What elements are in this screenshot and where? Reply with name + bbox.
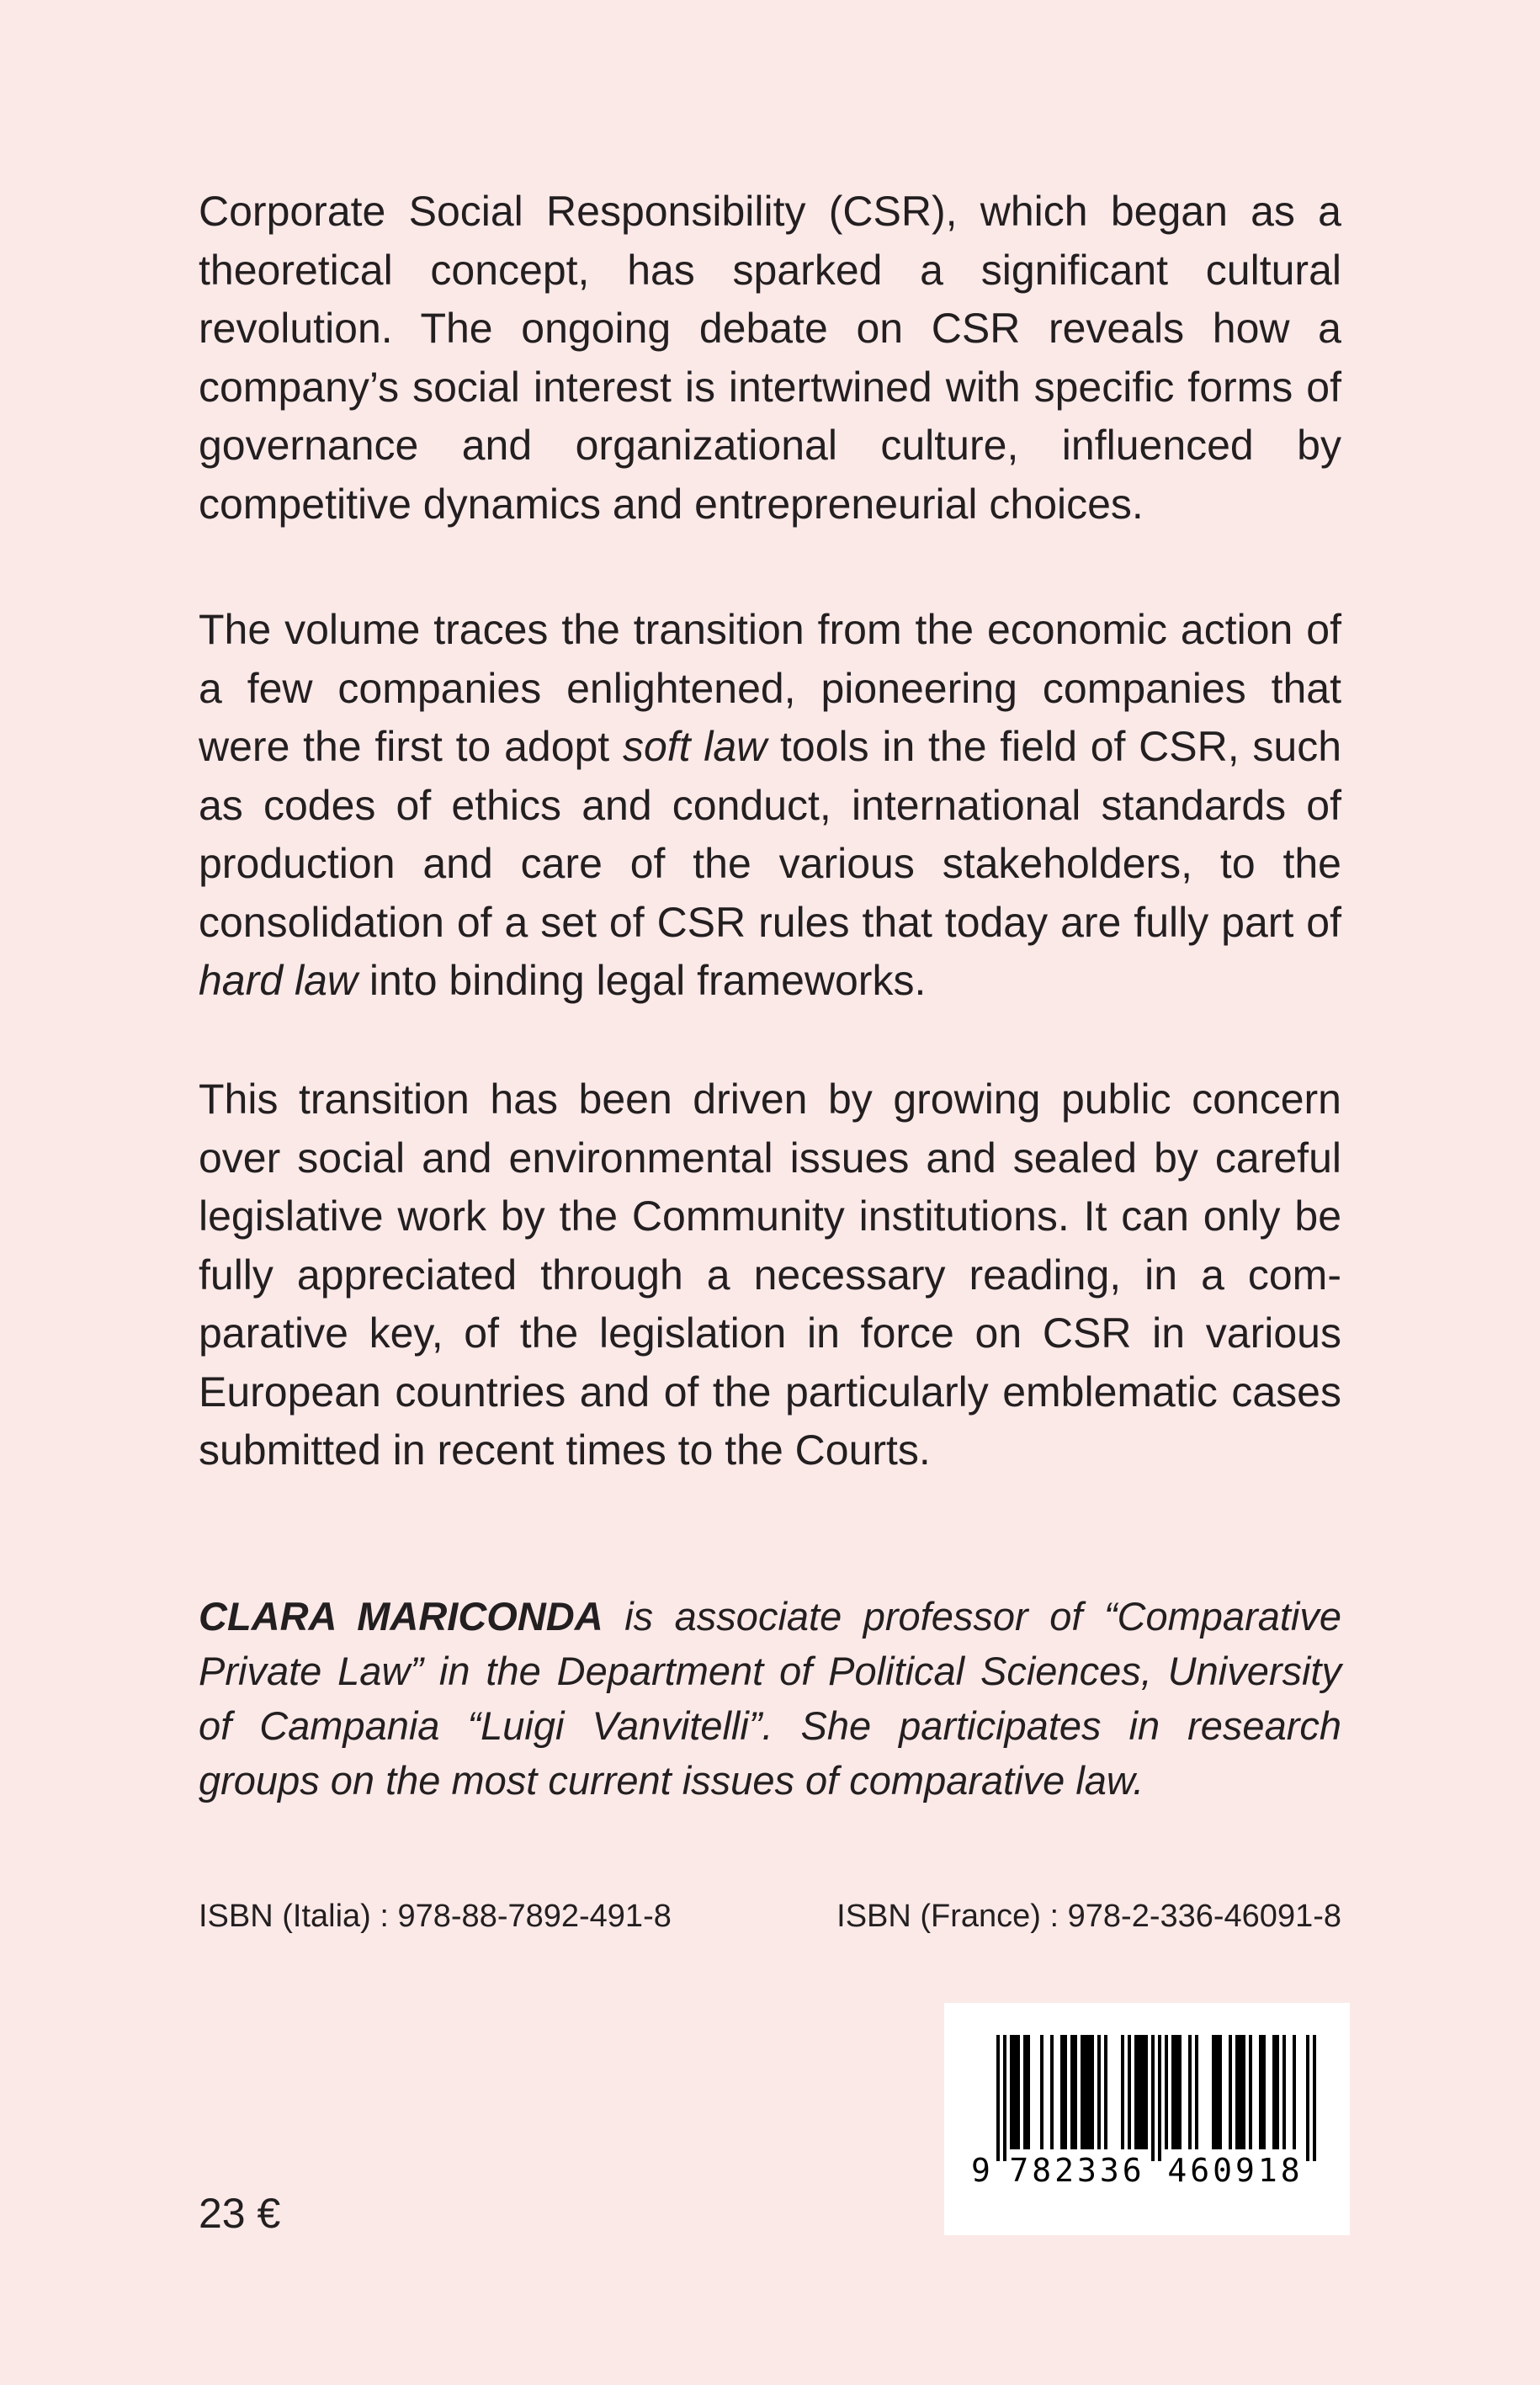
barcode-bar [1040, 2035, 1043, 2149]
barcode-bar [1282, 2035, 1286, 2149]
barcode-bar [996, 2035, 1000, 2161]
barcode-bar [1212, 2035, 1215, 2149]
barcode-bar [1219, 2035, 1222, 2149]
barcode-digits-left: 782336 [1009, 2152, 1145, 2189]
description-paragraph-1: Corporate Social Responsibility (CSR), which began as a theoretical concept, has sparked a significant cultural revolution. The ongoing debate on CSR reveals how a company’s social interest is intertwined with specific forms of governance and organizational culture, influenced by competitive dynamics and entrepreneurial choices. [199, 188, 1341, 528]
barcode-bar [1010, 2035, 1013, 2149]
barcode-graphic [944, 2003, 1350, 2235]
barcode-bar [1128, 2035, 1131, 2149]
barcode-bar [1175, 2035, 1178, 2149]
price: 23 € [199, 2190, 281, 2237]
barcode-bar [1259, 2035, 1262, 2149]
author-bio [199, 1589, 1341, 1808]
barcode-bar [1121, 2035, 1124, 2149]
paragraph-2-text-a: The volume traces the transition from the economic action of a few companies enlightened, pioneering companies that were the first to adopt [199, 606, 1341, 770]
barcode-bar [1003, 2035, 1006, 2161]
barcode-bar [1023, 2035, 1027, 2149]
barcode-bar [1158, 2035, 1161, 2161]
barcode-bar [1229, 2035, 1232, 2149]
barcode-bar [1306, 2035, 1309, 2161]
barcode-bar [1272, 2035, 1276, 2149]
barcode-bar [1144, 2035, 1148, 2149]
barcode-bar [1235, 2035, 1239, 2149]
barcode-bar [1262, 2035, 1266, 2149]
barcode-bar [1050, 2035, 1054, 2149]
barcode-bar [1084, 2035, 1087, 2149]
barcode-digits-right: 460918 [1167, 2152, 1304, 2189]
barcode-bar [1070, 2035, 1074, 2149]
isbn-italy: ISBN (Italia) : 978-88-7892-491-8 [199, 1899, 672, 1934]
barcode-bar [1188, 2035, 1192, 2149]
paragraph-2-text-c: into binding legal frameworks. [358, 957, 927, 1004]
soft-law-term: soft law [622, 723, 767, 770]
barcode-bar [1104, 2035, 1107, 2149]
barcode-bar [1091, 2035, 1094, 2149]
description-paragraph-2 [199, 601, 1341, 1011]
barcode-bar [1087, 2035, 1091, 2149]
barcode-bar [1013, 2035, 1017, 2149]
barcode-bar [1239, 2035, 1242, 2149]
barcode-bar [1178, 2035, 1182, 2149]
paragraph-2-text-b: tools in the field of CSR, such as codes of ethics and conduct, international standards of production and care of the various stakeholders, to the consolidation of a set of CSR rules that today are fully part of [199, 723, 1341, 946]
barcode-bar [1215, 2035, 1219, 2149]
barcode-bar [1060, 2035, 1064, 2149]
barcode [944, 2003, 1350, 2235]
barcode-bar [1064, 2035, 1067, 2149]
barcode-bar [1249, 2035, 1252, 2149]
isbn-france: ISBN (France) : 978-2-336-46091-8 [836, 1899, 1341, 1934]
author-name: CLARA MARICONDA [199, 1594, 603, 1639]
barcode-digit-lead: 9 [971, 2152, 994, 2189]
barcode-bar [1027, 2035, 1030, 2149]
barcode-bar [1151, 2035, 1155, 2161]
barcode-bar [1313, 2035, 1316, 2161]
barcode-bar [1134, 2035, 1138, 2149]
hard-law-term: hard law [199, 957, 358, 1004]
author-bio-text: is associate professor of “Comparative Private Law” in the Department of Political Sciences, University of Campania “Luigi Vanvitelli”. She participates in research groups on the most current issues of comparative law. [199, 1594, 1342, 1803]
barcode-bar [1165, 2035, 1168, 2149]
barcode-bar [1195, 2035, 1198, 2149]
barcode-bar [1074, 2035, 1077, 2149]
barcode-bar [1242, 2035, 1245, 2149]
description-paragraph-3: This transition has been driven by growing public concern over social and environmental issues and sealed by careful legislative work by the Community institutions. It can only be fully appreciated through a necessary reading, in a comparative key, of the legislation in force on CSR in various European countries and of the particularly emblematic cases submitted in recent times to the Courts. [199, 1076, 1341, 1474]
barcode-bar [1017, 2035, 1020, 2149]
barcode-bar [1171, 2035, 1175, 2149]
barcode-bar [1141, 2035, 1144, 2149]
barcode-bar [1276, 2035, 1279, 2149]
barcode-bar [1097, 2035, 1101, 2149]
barcode-bar [1293, 2035, 1296, 2149]
barcode-bar [1138, 2035, 1141, 2149]
barcode-bar [1081, 2035, 1084, 2149]
